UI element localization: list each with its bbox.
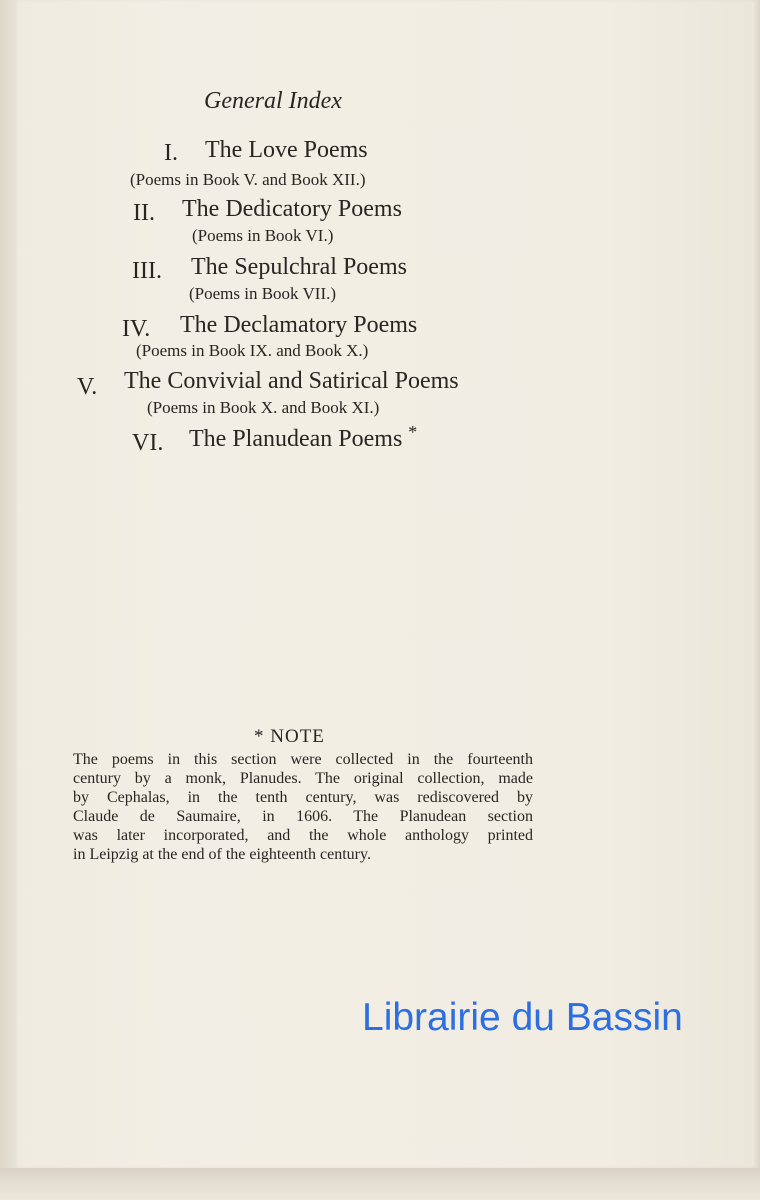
note-line: Claude de Saumaire, in 1606. The Planudean section — [73, 808, 533, 825]
note-line: by Cephalas, in the tenth century, was rediscovered by — [73, 789, 533, 806]
note-line: was later incorporated, and the whole anthology printed — [73, 827, 533, 844]
entry-title: The Love Poems — [205, 137, 368, 163]
note-line: in Leipzig at the end of the eighteenth century. — [73, 846, 371, 863]
note-line: century by a monk, Planudes. The original collection, made — [73, 770, 533, 787]
note-body — [73, 750, 533, 864]
book-page — [14, 0, 754, 1168]
entry-title: The Dedicatory Poems — [182, 196, 402, 222]
entry-numeral: I. — [164, 140, 178, 166]
entry-numeral: IV. — [122, 316, 151, 342]
entry-subtitle: (Poems in Book IX. and Book X.) — [136, 341, 369, 360]
entry-title-text: The Planudean Poems — [189, 426, 403, 452]
footnote-marker: * — [408, 422, 418, 442]
entry-numeral: V. — [77, 374, 98, 400]
bookseller-watermark: Librairie du Bassin — [362, 996, 683, 1039]
entry-title: The Sepulchral Poems — [191, 254, 407, 280]
entry-numeral: II. — [133, 200, 155, 226]
entry-title: The Declamatory Poems — [180, 312, 418, 338]
entry-subtitle: (Poems in Book X. and Book XI.) — [147, 398, 380, 417]
index-title: General Index — [204, 88, 342, 114]
entry-subtitle: (Poems in Book V. and Book XII.) — [130, 170, 366, 189]
entry-numeral: III. — [132, 258, 162, 284]
entry-subtitle: (Poems in Book VI.) — [192, 226, 334, 245]
note-line: The poems in this section were collected in the fourteenth — [73, 751, 533, 768]
note-heading: * NOTE — [254, 726, 325, 747]
page-right-edge — [754, 0, 760, 1168]
page-bottom-edge — [0, 1168, 760, 1200]
page-left-edge — [0, 0, 14, 1168]
entry-numeral: VI. — [132, 430, 164, 456]
entry-subtitle: (Poems in Book VII.) — [189, 284, 337, 303]
entry-title: The Convivial and Satirical Poems — [124, 368, 459, 394]
entry-title — [189, 422, 418, 453]
